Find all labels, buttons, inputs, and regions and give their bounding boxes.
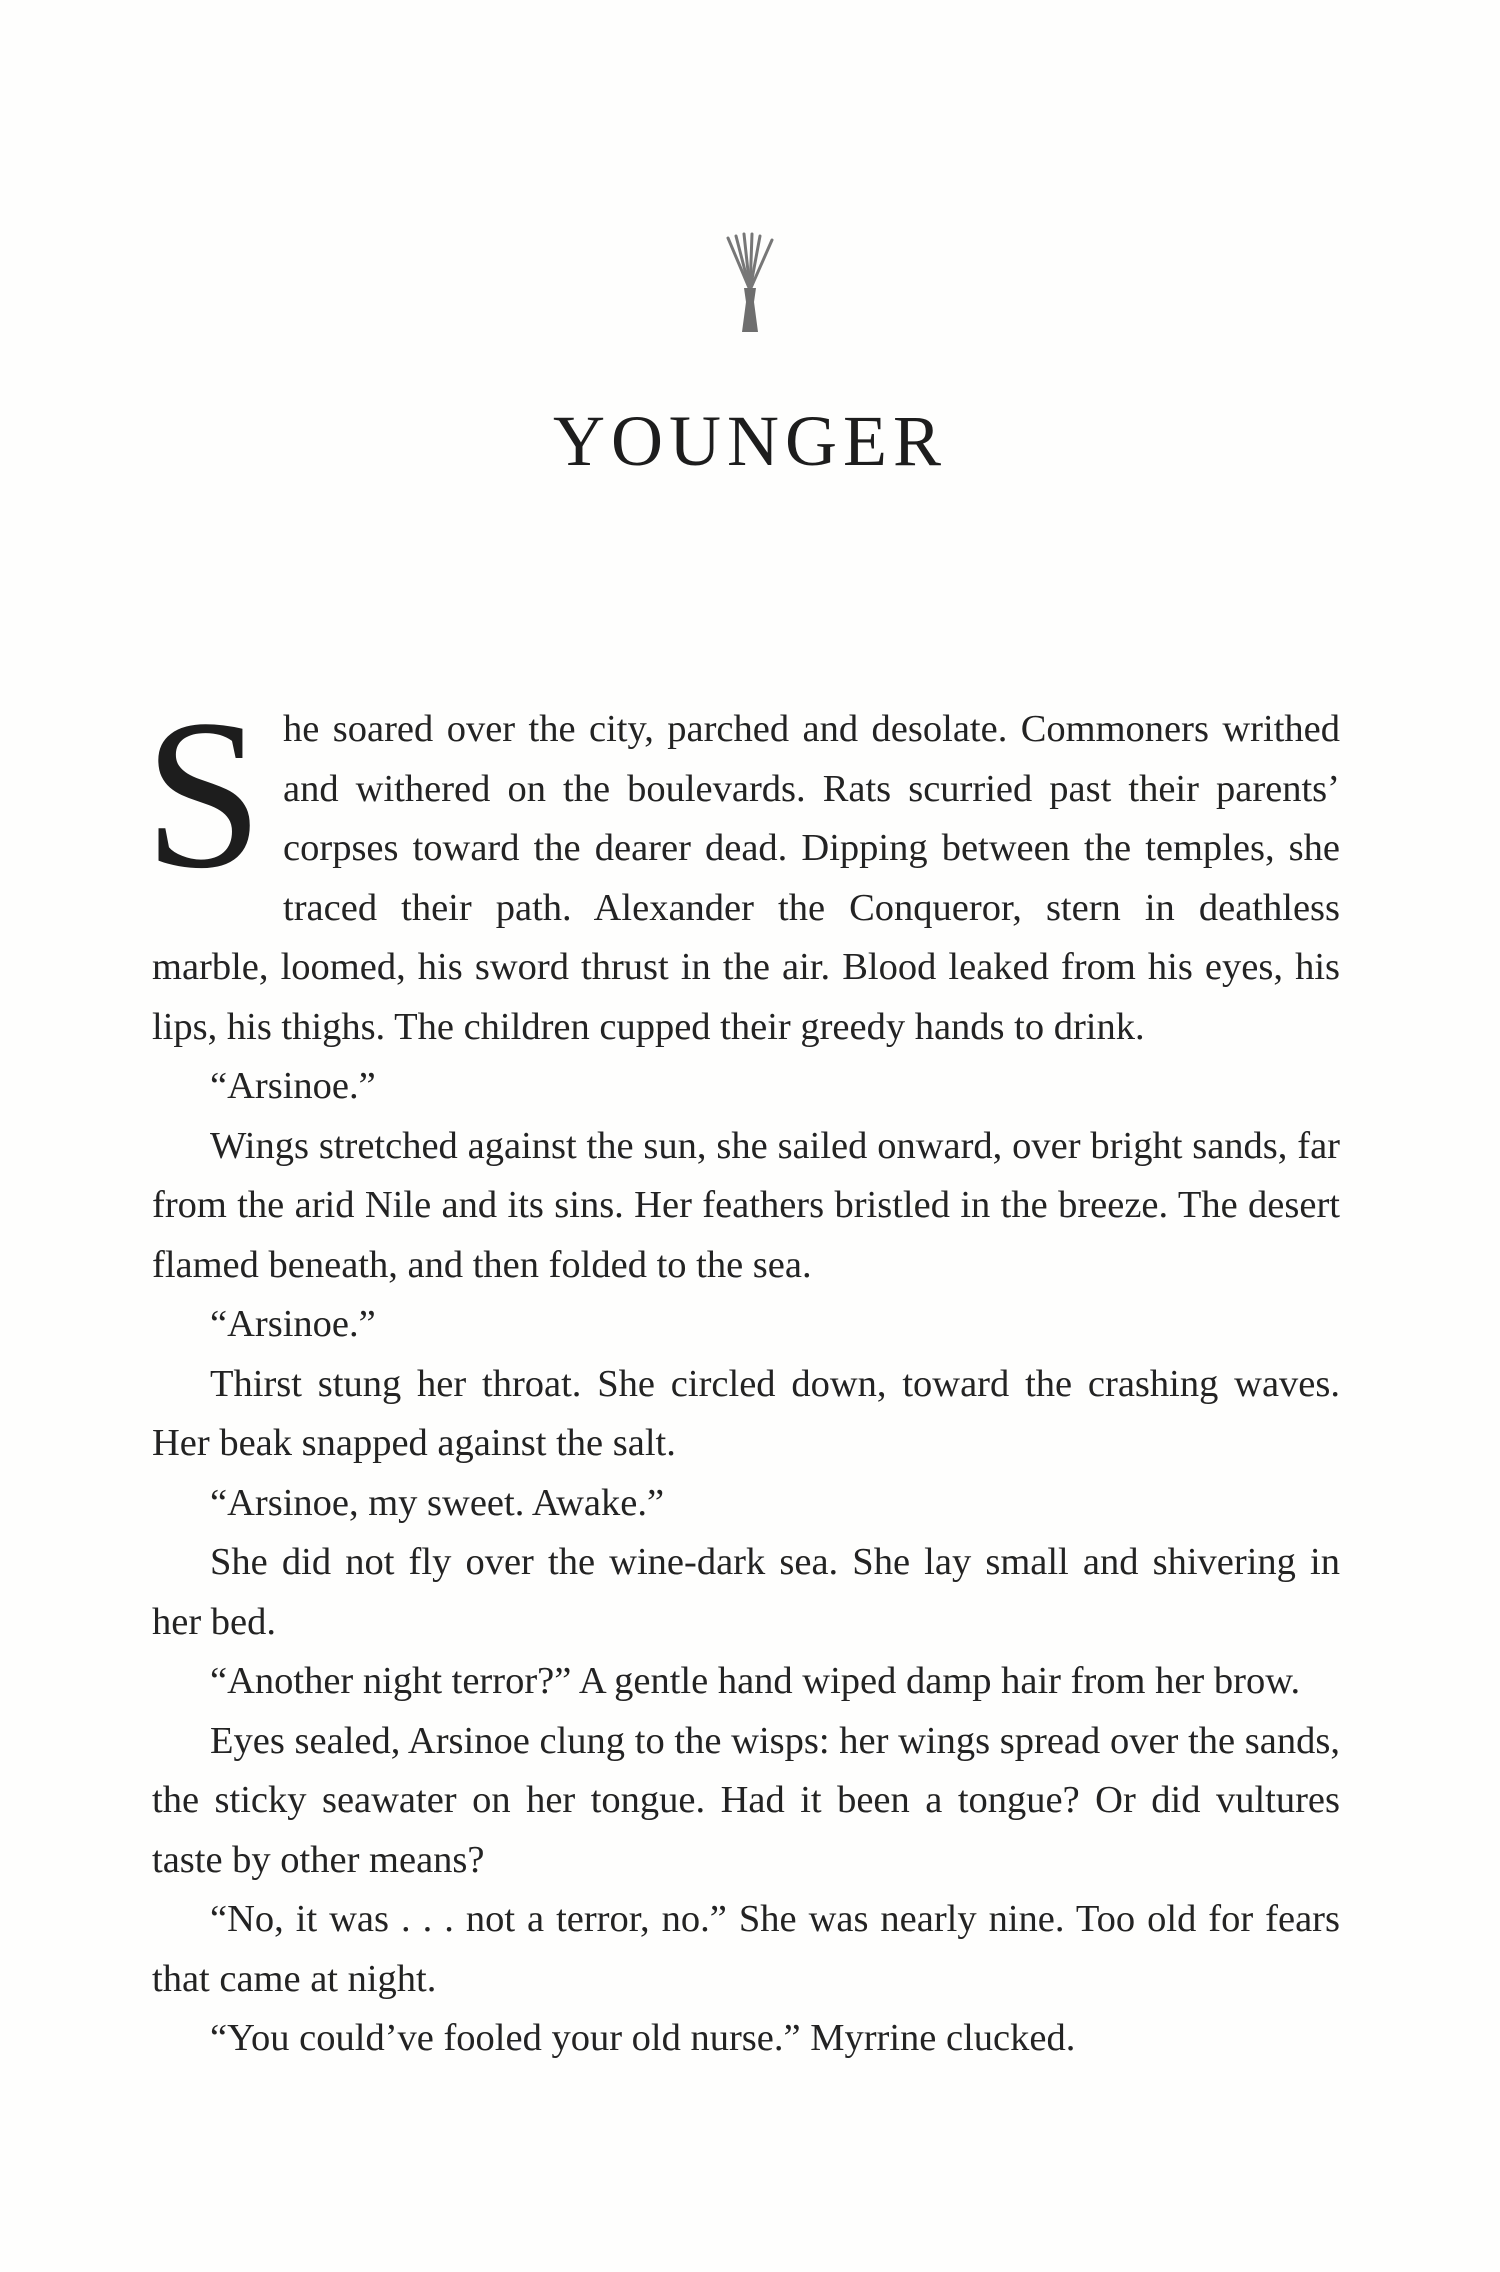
paragraph: She did not fly over the wine-dark sea. She lay small and shivering in her bed. — [152, 1541, 1340, 1643]
chapter-body — [144, 676, 1340, 2069]
paragraph-1 — [144, 676, 1340, 1057]
chapter-title: YOUNGER — [553, 401, 947, 481]
paragraph-1-text: he soared over the city, parched and desolate. Commoners writhed and withered on the boulevards. Rats scurried past their parents’ corpses toward the dearer dead. Dipping between the temples, she traced their path. Alexander the Conqueror, stern in deathless marble, loomed, his sword thrust in the air. Blood leaked from his eyes, his lips, his thighs. The children cupped their greedy hands to drink. — [152, 708, 1340, 1048]
paragraph: “Another night terror?” A gentle hand wiped damp hair from her brow. — [210, 1660, 1301, 1702]
paragraph: Thirst stung her throat. She circled down, toward the crashing waves. Her beak snapped against the salt. — [152, 1362, 1340, 1464]
paragraph: Eyes sealed, Arsinoe clung to the wisps: her wings spread over the sands, the sticky seawater on her tongue. Had it been a tongue? Or did vultures taste by other means? — [152, 1719, 1340, 1881]
wheat-sheaf-icon — [718, 232, 782, 340]
paragraph: Wings stretched against the sun, she sailed onward, over bright sands, far from the arid Nile and its sins. Her feathers bristled in the breeze. The desert flamed beneath, and then folded to the sea. — [152, 1124, 1340, 1286]
paragraph: “Arsinoe, my sweet. Awake.” — [210, 1481, 665, 1524]
paragraph: “You could’ve fooled your old nurse.” Myrrine clucked. — [210, 2017, 1076, 2059]
paragraph: “Arsinoe.” — [210, 1065, 376, 1107]
drop-cap: S — [144, 676, 264, 913]
paragraph: “No, it was . . . not a terror, no.” She was nearly nine. Too old for fears that came at night. — [152, 1898, 1340, 2000]
paragraph: “Arsinoe.” — [210, 1303, 376, 1345]
